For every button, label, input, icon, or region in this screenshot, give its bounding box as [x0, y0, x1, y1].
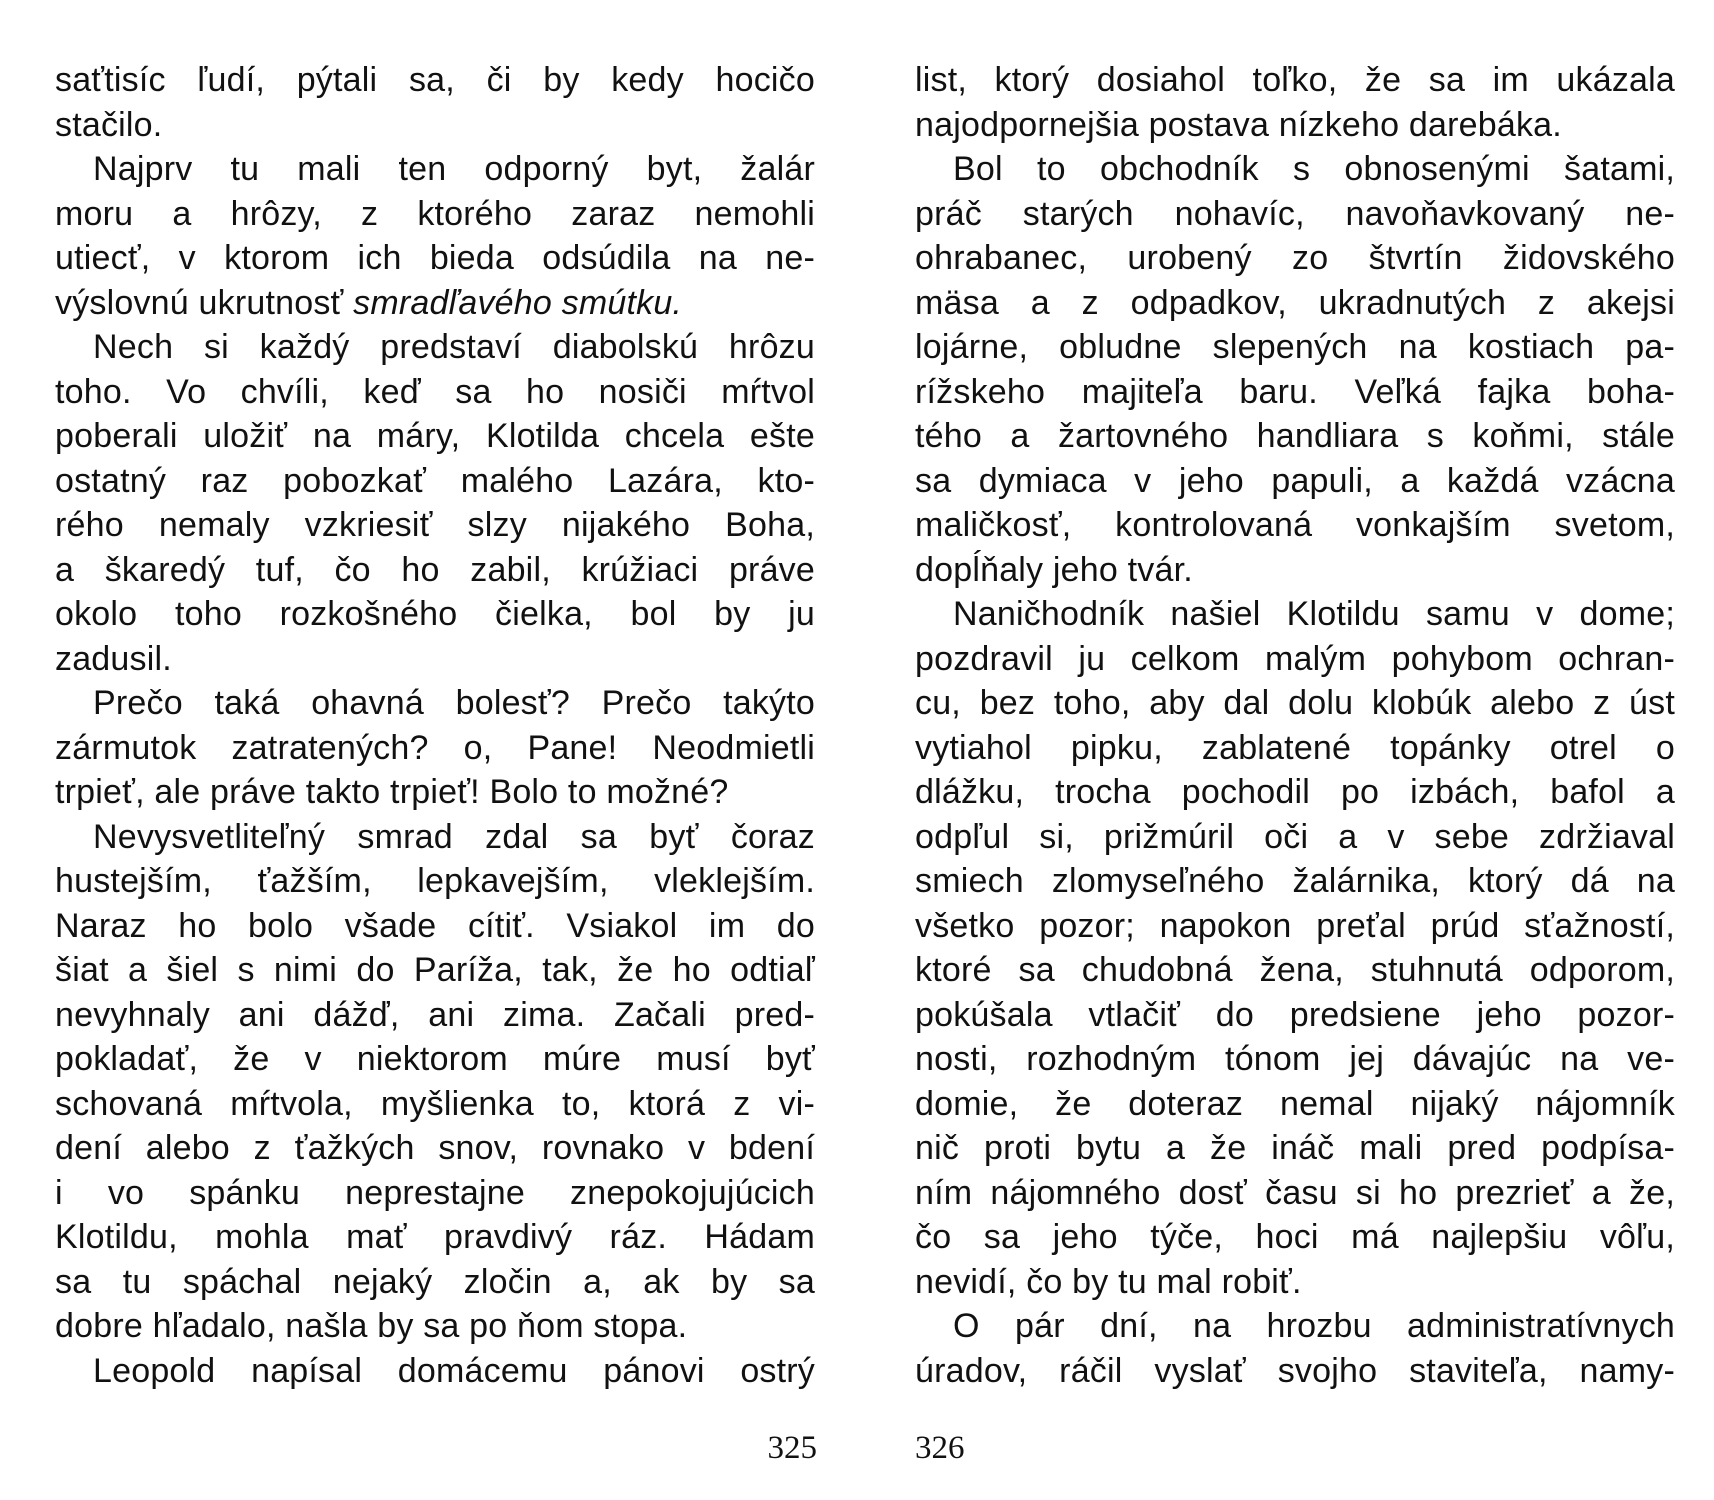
text-line [915, 414, 1675, 459]
text-line-content: pokúšala vtlačiť do predsiene jeho pozor- [915, 995, 1675, 1034]
text-line-content: rížskeho majiteľa baru. Veľká fajka boha- [915, 372, 1675, 411]
text-line [55, 1171, 815, 1216]
italic-phrase: smradľavého smútku. [353, 283, 683, 322]
text-line [915, 1037, 1675, 1082]
text-line-content: okolo toho rozkošného čielka, bol by ju [55, 595, 815, 633]
text-line-content: hustejším, ťažším, lepkavejším, vleklejším. [55, 862, 815, 900]
text-line-content: Bol to obchodník s obnosenými šatami, [953, 150, 1675, 188]
text-line-content: smiech zlomyseľného žalárnika, ktorý dá na [915, 862, 1675, 900]
text-line-content: šiat a šiel s nimi do Paríža, tak, že ho odtiaľ [55, 951, 815, 989]
text-line-content: práč starých nohavíc, navoňavkovaný ne- [915, 194, 1675, 233]
text-line [55, 1260, 815, 1305]
text-line [915, 370, 1675, 415]
text-line-content: všetko pozor; napokon preťal prúd sťažností, [915, 906, 1675, 945]
text-line-content: najodpornejšia postava nízkeho darebáka. [915, 105, 1562, 144]
text-line-content: domie, že doteraz nemal nijaký nájomník [915, 1084, 1675, 1123]
text-line [915, 459, 1675, 504]
text-line [915, 236, 1675, 281]
text-line-content: mäsa a z odpadkov, ukradnutých z akejsi [915, 283, 1675, 322]
text-line [55, 1082, 815, 1127]
text-line-content: dobre hľadalo, našla by sa po ňom stopa. [55, 1307, 688, 1345]
text-line [55, 904, 815, 949]
text-line-content: zadusil. [55, 639, 172, 678]
text-line [55, 1037, 815, 1082]
text-line-content: čo sa jeho týče, hoci má najlepšiu vôľu, [915, 1218, 1675, 1256]
text-line-content: O pár dní, na hrozbu administratívnych [953, 1307, 1675, 1345]
text-line [915, 1260, 1675, 1305]
text-line-content: dení alebo z ťažkých snov, rovnako v bdení [55, 1129, 815, 1167]
text-line [915, 681, 1675, 726]
text-line-content: ním nájomného dosť času si ho prezrieť a že, [915, 1173, 1675, 1212]
text-line [55, 414, 815, 459]
text-line-content: moru a hrôzy, z ktorého zaraz nemohli [55, 194, 815, 233]
text-line [915, 103, 1675, 148]
text-line [55, 58, 815, 103]
text-line-content: ostatný raz pobozkať malého Lazára, kto- [55, 461, 815, 500]
text-line-content: Klotildu, mohla mať pravdivý ráz. Hádam [55, 1218, 815, 1256]
text-line-content: Leopold napísal domácemu pánovi ostrý [93, 1351, 815, 1390]
text-line [55, 192, 815, 237]
text-line-content: sa dymiaca v jeho papuli, a každá vzácna [915, 461, 1675, 500]
left-page [55, 0, 815, 1500]
text-line-content: ktoré sa chudobná žena, stuhnutá odporom, [915, 951, 1675, 989]
text-line-content: stačilo. [55, 105, 163, 144]
text-line-content: rého nemaly vzkriesiť slzy nijakého Boha, [55, 506, 815, 544]
text-line-content: tého a žartovného handliara s koňmi, stále [915, 417, 1675, 455]
text-line-content: toho. Vo chvíli, keď sa ho nosiči mŕtvol [55, 372, 815, 411]
right-page-text [915, 58, 1675, 1393]
text-line-content: Prečo taká ohavná bolesť? Prečo takýto [93, 684, 815, 722]
text-line-content: nevyhnaly ani dážď, ani zima. Začali pred- [55, 995, 815, 1034]
text-line [55, 281, 815, 326]
text-line-content: Naničhodník našiel Klotildu samu v dome; [953, 595, 1675, 633]
text-line [55, 1126, 815, 1171]
text-line-content: maličkosť, kontrolovaná vonkajším svetom, [915, 506, 1675, 544]
text-line [915, 1082, 1675, 1127]
text-line-content: saťtisíc ľudí, pýtali sa, či by kedy hocičo [55, 61, 815, 99]
text-line [55, 815, 815, 860]
text-line [915, 1171, 1675, 1216]
text-line-content: zármutok zatratených? o, Pane! Neodmietli [55, 728, 815, 767]
text-line-content: dlážku, trocha pochodil po izbách, bafol a [915, 773, 1675, 811]
text-line [55, 859, 815, 904]
text-line [55, 147, 815, 192]
text-line-content: schovaná mŕtvola, myšlienka to, ktorá z vi- [55, 1084, 815, 1123]
text-line-content: utiecť, v ktorom ich bieda odsúdila na ne- [55, 239, 815, 277]
text-line [915, 147, 1675, 192]
text-line-content: pokladať, že v niektorom múre musí byť [55, 1040, 815, 1078]
text-line [55, 948, 815, 993]
text-line [915, 1349, 1675, 1394]
text-line [55, 1349, 815, 1394]
text-line [55, 503, 815, 548]
text-line-content: lojárne, obludne slepených na kostiach pa- [915, 328, 1675, 366]
text-line-content: pozdravil ju celkom malým pohybom ochran- [915, 639, 1675, 678]
right-page-number: 326 [915, 1430, 965, 1466]
text-line [55, 637, 815, 682]
text-line [915, 1304, 1675, 1349]
text-line [915, 58, 1675, 103]
text-line [915, 192, 1675, 237]
text-line-content: výslovnú ukrutnosť [55, 283, 354, 322]
text-line [915, 948, 1675, 993]
text-line-content: poberali uložiť na máry, Klotilda chcela ešte [55, 417, 815, 455]
text-line [55, 770, 815, 815]
text-line [915, 726, 1675, 771]
text-line [55, 236, 815, 281]
text-line [915, 993, 1675, 1038]
text-line [55, 726, 815, 771]
text-line [55, 548, 815, 593]
text-line [55, 103, 815, 148]
left-page-text [55, 58, 815, 1393]
text-line [915, 548, 1675, 593]
text-line-content: nevidí, čo by tu mal robiť. [915, 1262, 1302, 1301]
text-line-content: ohrabanec, urobený zo štvrtín židovského [915, 239, 1675, 277]
text-line [915, 859, 1675, 904]
text-line-content: Nevysvetliteľný smrad zdal sa byť čoraz [93, 817, 815, 856]
text-line [915, 325, 1675, 370]
text-line-content: cu, bez toho, aby dal dolu klobúk alebo z úst [915, 684, 1675, 722]
text-line [915, 592, 1675, 637]
text-line [915, 637, 1675, 682]
text-line [55, 370, 815, 415]
text-line [55, 459, 815, 504]
text-line-content: dopĺňaly jeho tvár. [915, 550, 1193, 589]
text-line [915, 281, 1675, 326]
text-line-content: Nech si každý predstaví diabolskú hrôzu [93, 328, 815, 366]
text-line-content: a škaredý tuf, čo ho zabil, krúžiaci práve [55, 550, 815, 589]
text-line [915, 503, 1675, 548]
text-line-content: Najprv tu mali ten odporný byt, žalár [93, 150, 815, 188]
text-line-content: i vo spánku neprestajne znepokojujúcich [55, 1173, 815, 1212]
text-line-content: Naraz ho bolo všade cítiť. Vsiakol im do [55, 906, 815, 945]
text-line-content: nosti, rozhodným tónom jej dávajúc na ve- [915, 1040, 1675, 1078]
text-line [915, 815, 1675, 860]
text-line [55, 1304, 815, 1349]
text-line [55, 325, 815, 370]
text-line-content: nič proti bytu a že ináč mali pred podpísa- [915, 1129, 1675, 1167]
text-line [55, 681, 815, 726]
text-line [915, 904, 1675, 949]
text-line-content: trpieť, ale práve takto trpieť! Bolo to možné? [55, 773, 729, 811]
text-line [55, 592, 815, 637]
right-page [915, 0, 1675, 1500]
text-line [55, 1215, 815, 1260]
text-line [55, 993, 815, 1038]
left-page-number: 325 [767, 1430, 817, 1466]
text-line [915, 770, 1675, 815]
text-line [915, 1215, 1675, 1260]
text-line-content: vytiahol pipku, zablatené topánky otrel o [915, 728, 1675, 767]
text-line-content: úradov, ráčil vyslať svojho staviteľa, namy- [915, 1351, 1675, 1390]
text-line-content: odpľul si, prižmúril oči a v sebe zdržiaval [915, 817, 1675, 856]
text-line-content: list, ktorý dosiahol toľko, že sa im ukázala [915, 61, 1675, 99]
text-line-content: sa tu spáchal nejaký zločin a, ak by sa [55, 1262, 815, 1301]
text-line [915, 1126, 1675, 1171]
